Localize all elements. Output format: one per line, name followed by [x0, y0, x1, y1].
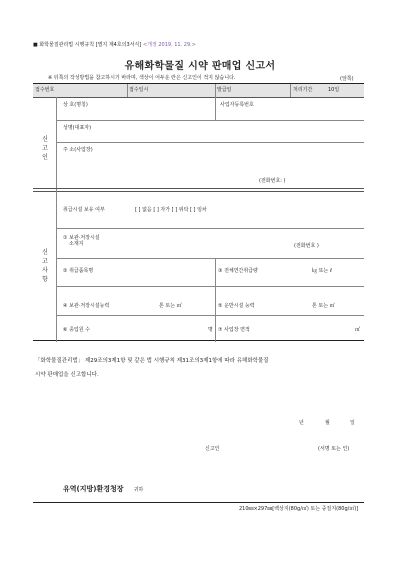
recipient-line — [63, 476, 143, 495]
report-details-section-label: 신 고 사 항 — [42, 249, 48, 283]
site-area-label: ⑦ 사업장 면적 — [218, 327, 250, 333]
applicant-signature-label: 신고인 — [205, 446, 220, 452]
trade-name-label: 상 호(명칭) — [63, 102, 88, 108]
storage-capacity-unit: 톤 또는 ㎥ — [159, 303, 182, 309]
representative-name-label: 성명(대표자) — [63, 125, 92, 131]
transport-capacity-unit: 톤 또는 ㎥ — [312, 303, 335, 309]
notice-text: ※ 뒤쪽의 작성방법을 참고하시기 바라며, 색상이 어두운 란은 신고인이 적지 않습니다. — [48, 75, 236, 81]
page-side-note: (앞쪽) — [340, 76, 354, 82]
processing-period-value: 10일 — [328, 87, 340, 93]
receipt-row — [33, 84, 364, 97]
employee-count-label: ⑥ 종업원 수 — [63, 327, 90, 333]
storage-capacity-label: ④ 보관·저장시설능력 — [63, 303, 110, 309]
employee-count-unit: 명 — [208, 327, 213, 333]
date-day-label: 일 — [350, 420, 355, 426]
revision-date: <개정 2019. 11. 29.> — [142, 42, 196, 48]
facility-ownership-options[interactable]: [ ] 없음 [ ] 자가 [ ] 위탁 [ ] 임차 — [135, 207, 207, 213]
date-month-label: 월 — [325, 420, 330, 426]
paper-spec-footer: 210㎜×297㎜[백상지(80g/㎡) 또는 중질지(80g/㎡)] — [239, 506, 359, 512]
applicant-section-label: 신 고 인 — [42, 136, 48, 161]
declaration-statement: 「화학물질관리법」 제29조의3제1항 및 같은 법 시행규칙 제31조의3제1항에 따라 유해화학물질 시약 판매업을 신고합니다. — [35, 358, 269, 378]
business-address-label: 주 소(사업장) — [63, 147, 93, 153]
footer-rule — [33, 502, 364, 503]
receipt-number-label: 접수번호 — [35, 87, 55, 93]
bullet-icon: ■ — [33, 42, 38, 48]
issue-date-label: 발급일 — [217, 87, 232, 93]
applicant-phone-label: (전화번호: ) — [259, 178, 286, 184]
report-form-table — [33, 83, 364, 341]
processing-period-label: 처리기간 — [293, 87, 313, 93]
recipient-office: 유역(지방)환경청장 — [63, 485, 124, 493]
signature-or-seal-label: (서명 또는 인) — [318, 446, 350, 452]
business-number-label: 사업자등록번호 — [220, 102, 254, 108]
handled-item-label: ② 취급품목명 — [63, 268, 94, 274]
form-header — [33, 41, 196, 48]
receipt-date-label: 접수일시 — [129, 87, 149, 93]
site-area-unit: ㎡ — [355, 327, 361, 333]
annual-quantity-unit: ㎏ 또는 ℓ — [312, 268, 332, 274]
transport-capacity-label: ⑤ 운반시설 능력 — [218, 303, 255, 309]
storage-location-label: ① 보관·저장시설 소재지 — [63, 235, 100, 247]
annual-quantity-label: ③ 전체연간취급량 — [218, 268, 258, 274]
recipient-suffix: 귀하 — [133, 487, 144, 493]
page-title: 유해화학물질 시약 판매업 신고서 — [124, 61, 276, 72]
date-year-label: 년 — [299, 420, 304, 426]
facility-ownership-label: 취급시설 보유 여부 — [63, 207, 105, 213]
regulation-reference: 화학물질관리법 시행규칙 [별지 제4호의3서식] — [39, 42, 142, 48]
storage-phone-label: (전화번호 ) — [294, 243, 319, 249]
